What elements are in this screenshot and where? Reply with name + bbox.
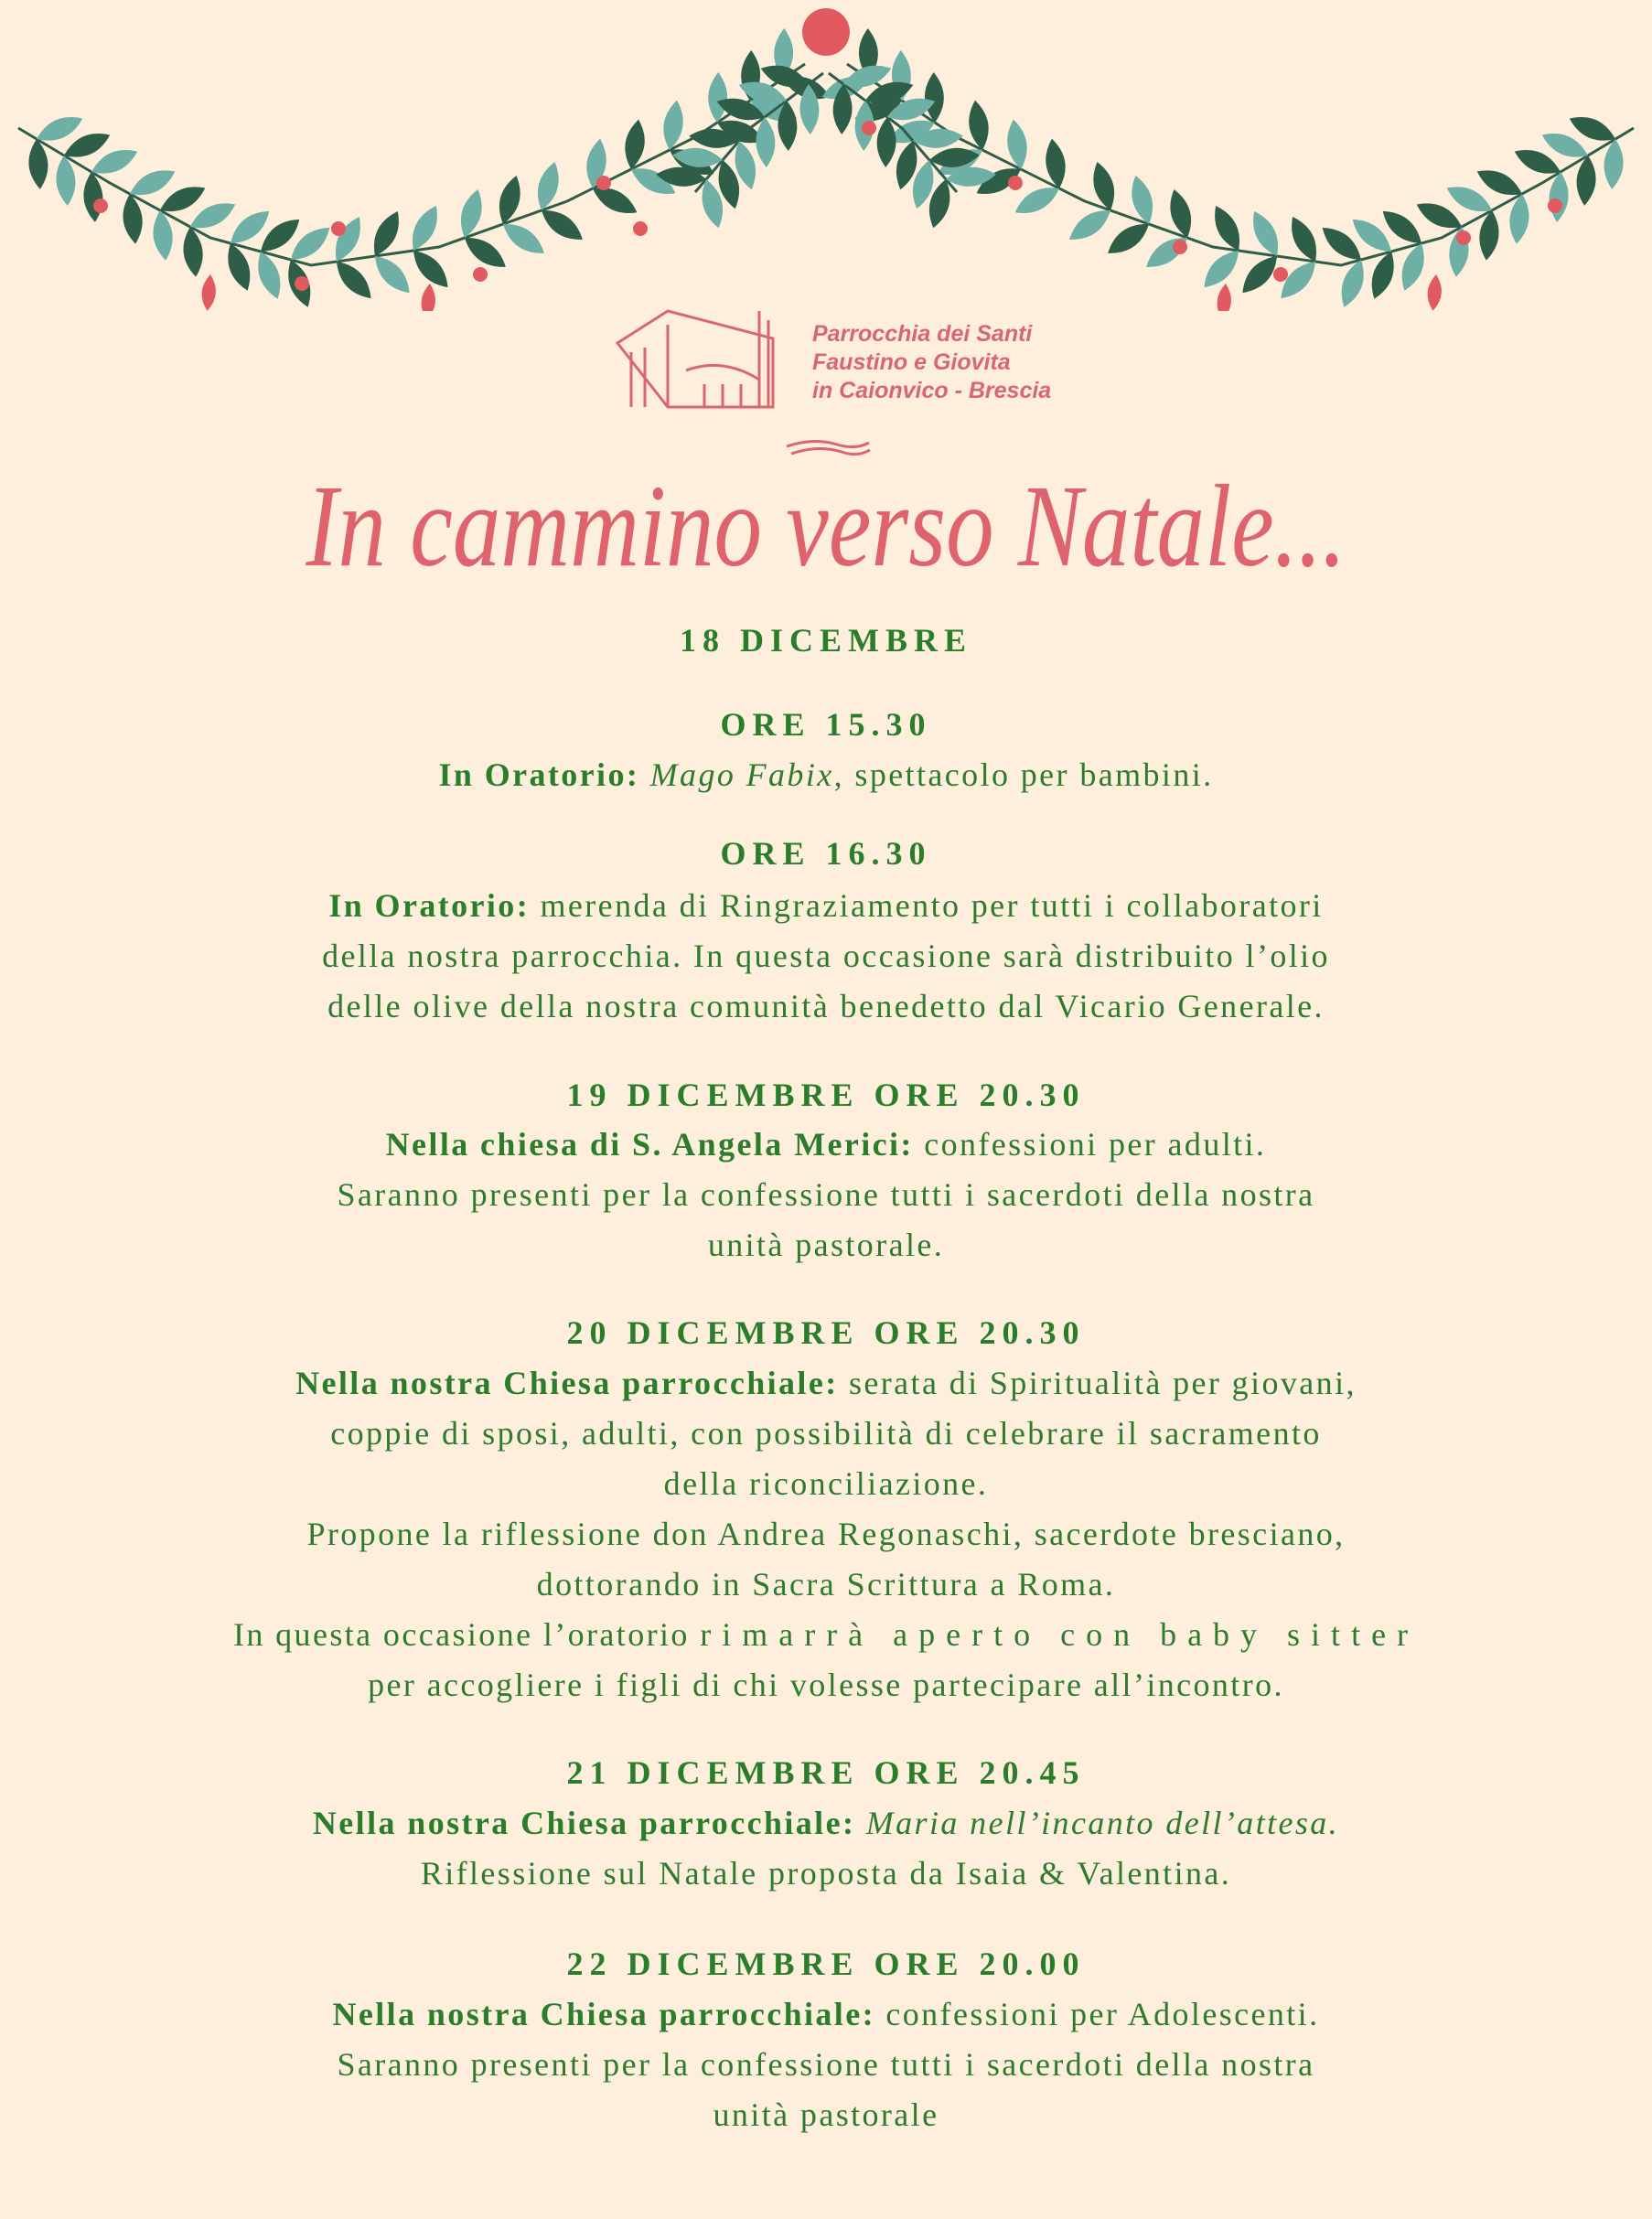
event-line: della nostra parrocchia. In questa occasione sarà distribuito l’olio <box>322 938 1330 974</box>
berry-dot <box>295 276 309 291</box>
leaf-shape <box>924 72 944 123</box>
event-line: delle olive della nostra comunità benedetto dal Vicario Generale. <box>327 988 1325 1024</box>
berry-dot <box>1008 176 1023 190</box>
parish-name-line2: Faustino e Giovita <box>812 349 1011 375</box>
berry-dot <box>1456 230 1471 245</box>
event-line: Nella nostra Chiesa parrocchiale: confessioni per Adolescenti. <box>332 1996 1320 2032</box>
event-date: 20 DICEMBRE ORE 20.30 <box>566 1314 1086 1351</box>
leaf-shape <box>1426 273 1443 311</box>
parish-name-line1: Parrocchia dei Santi <box>812 321 1033 347</box>
berry-dot <box>596 176 611 190</box>
parish-name-line3: in Caionvico - Brescia <box>812 378 1052 403</box>
leaf-shape <box>420 283 437 311</box>
event-line: In Oratorio: Mago Fabix, spettacolo per bambini. <box>438 756 1214 793</box>
berry-dot <box>1273 267 1288 282</box>
event-line: per accogliere i figli di chi volesse partecipare all’incontro. <box>368 1667 1284 1703</box>
event-time: ORE 16.30 <box>720 835 932 872</box>
parish-name <box>812 320 1051 405</box>
event-date: 18 DICEMBRE <box>679 622 973 659</box>
page-title: In cammino verso Natale... <box>306 461 1346 591</box>
leaf-shape <box>756 117 777 168</box>
berry-dot <box>862 121 876 135</box>
event-line: Riflessione sul Natale proposta da Isaia & Valentina. <box>420 1855 1232 1892</box>
event-line: Saranno presenti per la confessione tutti i sacerdoti della nostra <box>337 1176 1315 1213</box>
event-date: 21 DICEMBRE ORE 20.45 <box>566 1754 1086 1791</box>
event-line: coppie di sposi, adulti, con possibilità di celebrare il sacramento <box>330 1415 1322 1452</box>
berry-dot <box>1548 198 1562 213</box>
leaf-shape <box>1216 283 1233 311</box>
berry-dot <box>633 221 648 236</box>
leaf-shape <box>368 250 416 299</box>
leaf-shape <box>329 255 378 305</box>
event-line: dottorando in Sacra Scrittura a Roma. <box>536 1566 1116 1603</box>
top-ornament-dot <box>802 8 850 56</box>
event-line: Nella nostra Chiesa parrocchiale: serata di Spiritualità per giovani, <box>295 1365 1357 1401</box>
event-line: Nella chiesa di S. Angela Merici: confessioni per adulti. <box>385 1126 1267 1163</box>
event-time: ORE 15.30 <box>720 706 932 743</box>
berry-dot <box>331 221 346 236</box>
event-line: Nella nostra Chiesa parrocchiale: Maria nell’incanto dell’attesa. <box>312 1805 1340 1841</box>
leaf-shape <box>200 273 218 311</box>
event-line: unità pastorale. <box>707 1227 945 1263</box>
garland-decoration <box>0 0 1652 311</box>
berry-dot <box>93 198 108 213</box>
event-line: In Oratorio: merenda di Ringraziamento per tutti i collaboratori <box>328 887 1324 924</box>
event-line: Propone la riflessione don Andrea Regonaschi, sacerdote bresciano, <box>306 1516 1346 1552</box>
berry-dot <box>473 267 488 282</box>
event-line: della riconciliazione. <box>663 1465 989 1502</box>
berry-dot <box>1173 240 1187 254</box>
leaf-shape <box>1197 244 1246 294</box>
event-line: In questa occasione l’oratorio rimarrà aperto con baby sitter <box>232 1616 1420 1653</box>
event-date: 22 DICEMBRE ORE 20.00 <box>566 1946 1086 1982</box>
event-date: 19 DICEMBRE ORE 20.30 <box>566 1077 1086 1113</box>
leaf-shape <box>708 72 728 123</box>
event-line: Saranno presenti per la confessione tutti i sacerdoti della nostra <box>337 2046 1315 2083</box>
event-line: unità pastorale <box>713 2096 939 2133</box>
leaf-shape <box>876 117 897 168</box>
